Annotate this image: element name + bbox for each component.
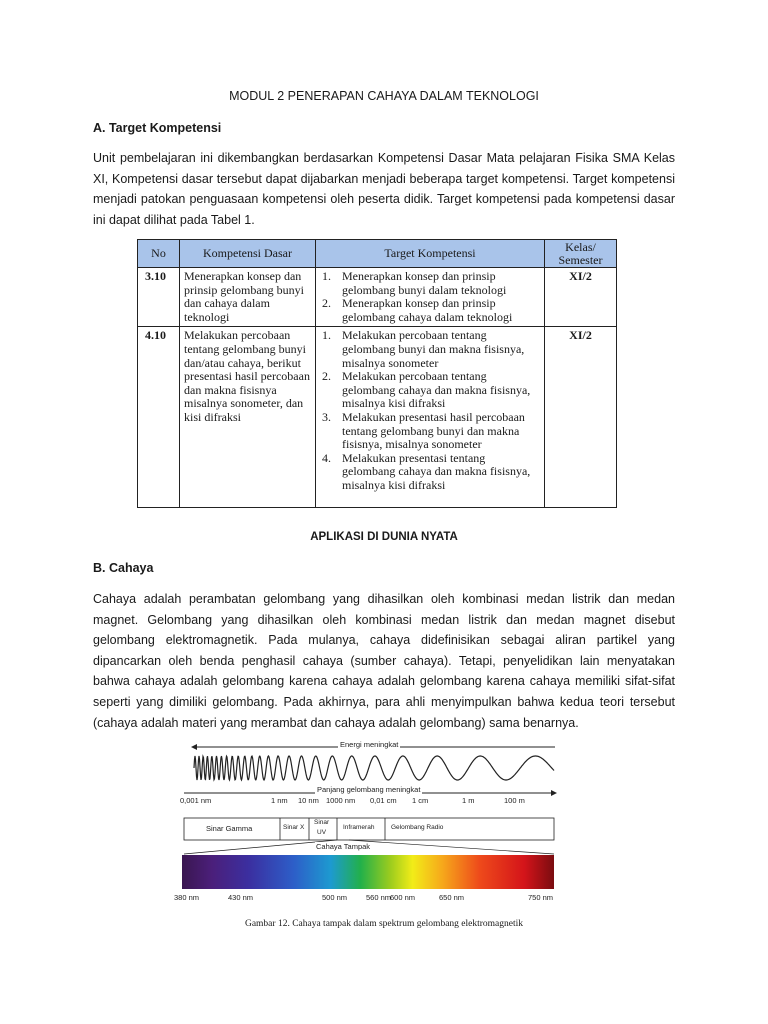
document-title: MODUL 2 PENERAPAN CAHAYA DALAM TEKNOLOGI bbox=[229, 89, 539, 103]
target-item bbox=[320, 411, 540, 452]
nm-tick: 560 nm bbox=[366, 893, 392, 902]
region-xray: Sinar X bbox=[283, 824, 305, 831]
target-item bbox=[320, 329, 540, 370]
header-kelas-semester bbox=[545, 240, 617, 268]
row-target-list bbox=[316, 268, 545, 327]
row-target-list bbox=[316, 327, 545, 508]
target-number: 1. bbox=[322, 328, 331, 343]
wave-line bbox=[194, 756, 554, 780]
target-item bbox=[320, 270, 540, 297]
row-semester: XI/2 bbox=[545, 327, 617, 508]
visible-spectrum-bar bbox=[182, 855, 554, 889]
nm-tick: 600 nm bbox=[390, 893, 416, 902]
nm-tick: 430 nm bbox=[228, 893, 254, 902]
header-no: No bbox=[138, 240, 180, 268]
nm-tick: 650 nm bbox=[439, 893, 465, 902]
target-number: 2. bbox=[322, 296, 331, 311]
visible-guide-right bbox=[349, 840, 554, 854]
wavelength-tick: 1 m bbox=[462, 796, 475, 805]
header-semester: Semester bbox=[558, 252, 603, 267]
region-uv-line2: UV bbox=[317, 829, 327, 836]
row-number: 3.10 bbox=[138, 268, 180, 327]
visible-light-label: Cahaya Tampak bbox=[316, 842, 371, 851]
wavelength-tick: 100 m bbox=[504, 796, 525, 805]
header-kelas: Kelas/ bbox=[565, 240, 596, 254]
section-b-paragraph: Cahaya adalah perambatan gelombang yang dihasilkan oleh kombinasi medan listrik dan medan magnet. Gelombang yang dihasilkan oleh kombinasi medan listrik dan medan magnet disebut gelombang elektromagnetik. Pada mulanya, cahaya didefinisikan sebagai aliran partikel yang dipancarkan oleh benda penghasil cahaya (sumber cahaya). Tetapi, penyelidikan lain menyatakan bahwa cahaya adalah gelombang karena cahaya adalah gelombang karena cahaya memiliki sifat-sifat seperti yang dimiliki gelombang. Pada akhirnya, para ahli menyimpulkan bahwa kedua teori tersebut (cahaya adalah materi yang merambat dan cahaya adalah gelombang) sama benarnya. bbox=[93, 592, 675, 730]
wavelength-tick: 0,001 nm bbox=[180, 796, 212, 805]
wavelength-tick: 1000 nm bbox=[326, 796, 356, 805]
row-kompetensi-dasar: Melakukan percobaan tentang gelombang bunyi dan/atau cahaya, berikut presentasi hasil percobaan dan makna fisisnya misalnya sonometer, dan kisi difraksi bbox=[180, 327, 316, 508]
target-text: Menerapkan konsep dan prinsip gelombang bunyi dalam teknologi bbox=[342, 269, 507, 297]
target-text: Melakukan presentasi hasil percobaan tentang gelombang bunyi dan makna fisisnya, misalnya sonometer bbox=[342, 409, 525, 452]
target-text: Menerapkan konsep dan prinsip gelombang cahaya dalam teknologi bbox=[342, 296, 513, 324]
target-text: Melakukan percobaan tentang gelombang cahaya dan makna fisisnya, misalnya kisi difraksi bbox=[342, 369, 531, 411]
header-kompetensi-dasar: Kompetensi Dasar bbox=[180, 240, 316, 268]
region-radio: Gelombang Radio bbox=[391, 824, 444, 831]
wavelength-tick: 1 cm bbox=[412, 796, 429, 805]
aplikasi-heading: APLIKASI DI DUNIA NYATA bbox=[310, 531, 458, 543]
table-header-row bbox=[138, 240, 617, 268]
target-text: Melakukan presentasi tentang gelombang cahaya dan makna fisisnya, misalnya kisi difraksi bbox=[342, 450, 531, 492]
region-gamma: Sinar Gamma bbox=[206, 824, 253, 833]
target-number: 1. bbox=[322, 269, 331, 283]
em-spectrum-figure bbox=[174, 738, 565, 906]
region-uv-line1: Sinar bbox=[314, 819, 330, 826]
region-infrared: Inframerah bbox=[343, 824, 375, 831]
section-a-paragraph: Unit pembelajaran ini dikembangkan berdasarkan Kompetensi Dasar Mata pelajaran Fisika SMA Kelas XI, Kompetensi dasar tersebut dapat dijabarkan menjadi beberapa target kompetensi. Target kompetensi menjadi patokan penguasaan kompetensi oleh peserta didik. Target kompetensi pada kompetensi dasar ini dapat dilihat pada Tabel 1. bbox=[93, 151, 675, 227]
nm-tick: 500 nm bbox=[322, 893, 348, 902]
nm-tick: 750 nm bbox=[528, 893, 554, 902]
energy-label: Energi meningkat bbox=[340, 740, 399, 749]
target-text: Melakukan percobaan tentang gelombang bunyi dan makna fisisnya, misalnya sonometer bbox=[342, 328, 525, 370]
competency-table bbox=[137, 239, 617, 508]
row-kompetensi-dasar: Menerapkan konsep dan prinsip gelombang bunyi dan cahaya dalam teknologi bbox=[180, 268, 316, 327]
target-item bbox=[320, 297, 540, 324]
section-b-heading: B. Cahaya bbox=[93, 561, 154, 575]
row-semester: XI/2 bbox=[545, 268, 617, 327]
figure-caption: Gambar 12. Cahaya tampak dalam spektrum gelombang elektromagnetik bbox=[244, 919, 524, 929]
spectrum-graphics bbox=[180, 738, 565, 906]
nm-tick: 380 nm bbox=[174, 893, 200, 902]
wavelength-tick: 0,01 cm bbox=[370, 796, 397, 805]
target-number: 3. bbox=[322, 409, 331, 424]
target-number: 4. bbox=[322, 450, 331, 465]
table-row bbox=[138, 268, 617, 327]
target-item bbox=[320, 370, 540, 411]
wavelength-tick: 10 nm bbox=[298, 796, 319, 805]
target-number: 2. bbox=[322, 369, 331, 384]
wavelength-tick: 1 nm bbox=[271, 796, 288, 805]
target-item bbox=[320, 452, 540, 493]
row-number: 4.10 bbox=[138, 327, 180, 508]
table-row bbox=[138, 327, 617, 508]
wavelength-label: Panjang gelombang meningkat bbox=[317, 785, 421, 794]
header-target-kompetensi: Target Kompetensi bbox=[316, 240, 545, 268]
section-a-heading: A. Target Kompetensi bbox=[93, 121, 222, 135]
